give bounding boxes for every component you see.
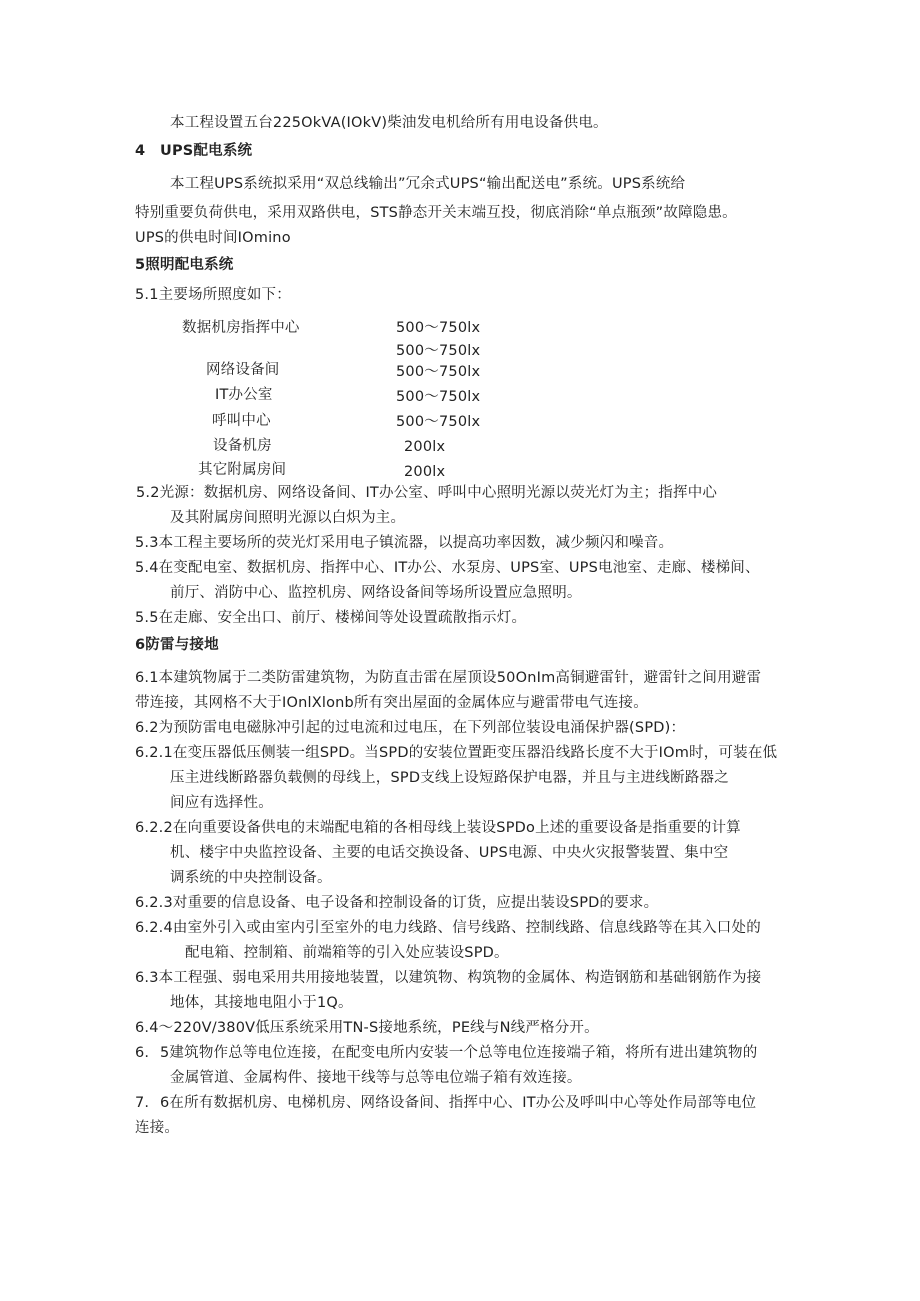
paragraph-generator: 本工程设置五台225OkVA(IOkV)柴油发电机给所有用电设备供电。 — [170, 115, 608, 131]
table-row-place: 数据机房指挥中心 — [182, 320, 300, 336]
clause-6-2-4-line-1: 6.2.4由室外引入或由室内引至室外的电力线路、信号线路、控制线路、信息线路等在其入口处的 — [135, 920, 761, 936]
clause-6-5-number: 6. — [135, 1045, 150, 1061]
clause-6-3-line-1: 6.3本工程强、弱电采用共用接地装置，以建筑物、构筑物的金属体、构造钢筋和基础钢筋作为接 — [135, 970, 762, 986]
clause-6-2-1-line-2: 压主进线断路器负载侧的母线上，SPD支线上设短路保护电器，并且与主进线断路器之 — [170, 770, 729, 786]
table-row-place: 呼叫中心 — [212, 413, 271, 429]
clause-6-1-line-1: 6.1本建筑物属于二类防雷建筑物，为防直击雷在屋顶设50OnIm高铜避雷针，避雷针之间用避雷 — [135, 670, 762, 686]
table-row-value: 500～750lx — [396, 364, 481, 380]
table-row-value: 200lx — [404, 464, 446, 480]
clause-6-2-3: 6.2.3对重要的信息设备、电子设备和控制设备的订货，应提出装设SPD的要求。 — [135, 895, 659, 911]
clause-6-2-2-line-3: 调系统的中央控制设备。 — [170, 870, 332, 886]
table-row-value: 200lx — [404, 439, 446, 455]
table-row-place: IT办公室 — [215, 387, 273, 403]
clause-6-5-line-2: 金属管道、金属构件、接地干线等与总等电位端子箱有效连接。 — [170, 1070, 582, 1086]
clause-6-2-4-line-2: 配电箱、控制箱、前端箱等的引入处应装设SPD。 — [185, 945, 509, 961]
section-5-title: 5照明配电系统 — [135, 257, 234, 273]
section-4-number: 4 — [135, 143, 146, 159]
clause-5-5: 5.5在走廊、安全出口、前厅、楼梯间等处设置疏散指示灯。 — [135, 610, 527, 626]
clause-6-4: 6.4～220V/380V低压系统采用TN-S接地系统，PE线与N线严格分开。 — [135, 1020, 599, 1036]
table-row-value: 500～750lx — [396, 343, 481, 359]
clause-6-5-line-1: 5建筑物作总等电位连接，在配变电所内安装一个总等电位连接端子箱，将所有进出建筑物的 — [160, 1045, 758, 1061]
clause-5-4-line-1: 5.4在变配电室、数据机房、指挥中心、IT办公、水泵房、UPS室、UPS电池室、走廊、楼梯间、 — [135, 560, 760, 576]
clause-6-2: 6.2为预防雷电电磁脉冲引起的过电流和过电压，在下列部位装设电涌保护器(SPD)： — [135, 720, 686, 736]
clause-6-6-number: 7. — [135, 1095, 150, 1111]
section-4-title: UPS配电系统 — [160, 143, 253, 159]
table-row-value: 500～750lx — [396, 320, 481, 336]
clause-6-2-2-line-2: 机、楼宇中央监控设备、主要的电话交换设备、UPS电源、中央火灾报警装置、集中空 — [170, 845, 729, 861]
clause-5-2-line-2: 及其附属房间照明光源以白炽为主。 — [170, 510, 406, 526]
clause-6-3-line-2: 地体，其接地电阻小于1Q。 — [170, 995, 353, 1011]
clause-5-1: 5.1主要场所照度如下： — [135, 287, 291, 303]
clause-5-3: 5.3本工程主要场所的荧光灯采用电子镇流器，以提高功率因数，减少频闪和噪音。 — [135, 535, 674, 551]
clause-6-1-line-2: 带连接，其网格不大于IOnlXlonb所有突出屋面的金属体应与避雷带电气连接。 — [135, 695, 648, 711]
clause-6-2-1-line-3: 间应有选择性。 — [170, 795, 273, 811]
clause-6-2-2-line-1: 6.2.2在向重要设备供电的末端配电箱的各相母线上装设SPDo上述的重要设备是指重要的计算 — [135, 820, 741, 836]
clause-6-2-1-line-1: 6.2.1在变压器低压侧装一组SPD。当SPD的安装位置距变压器沿线路长度不大于IOm时，可装在低 — [135, 745, 778, 761]
table-row-value: 500～750lx — [396, 414, 481, 430]
table-row-place: 其它附属房间 — [198, 462, 287, 478]
paragraph-ups-line-2: 特别重要负荷供电，采用双路供电，STS静态开关末端互投，彻底消除“单点瓶颈”故障隐患。 — [135, 205, 737, 221]
clause-6-6-line-1: 6在所有数据机房、电梯机房、网络设备间、指挥中心、IT办公及呼叫中心等处作局部等电位 — [160, 1095, 757, 1111]
clause-5-2-line-1: 5.2光源：数据机房、网络设备间、IT办公室、呼叫中心照明光源以荧光灯为主；指挥中心 — [136, 485, 718, 501]
table-row-place: 设备机房 — [213, 438, 272, 454]
table-row-place: 网络设备间 — [206, 362, 280, 378]
clause-6-6-line-2: 连接。 — [135, 1120, 180, 1136]
paragraph-ups-line-3: UPS的供电时间IOmino — [135, 230, 291, 246]
clause-5-4-line-2: 前厅、消防中心、监控机房、网络设备间等场所设置应急照明。 — [170, 585, 582, 601]
paragraph-ups-line-1: 本工程UPS系统拟采用“双总线输出”冗余式UPS“输出配送电”系统。UPS系统给 — [170, 176, 686, 192]
table-row-value: 500～750lx — [396, 389, 481, 405]
section-6-title: 6防雷与接地 — [135, 637, 219, 653]
